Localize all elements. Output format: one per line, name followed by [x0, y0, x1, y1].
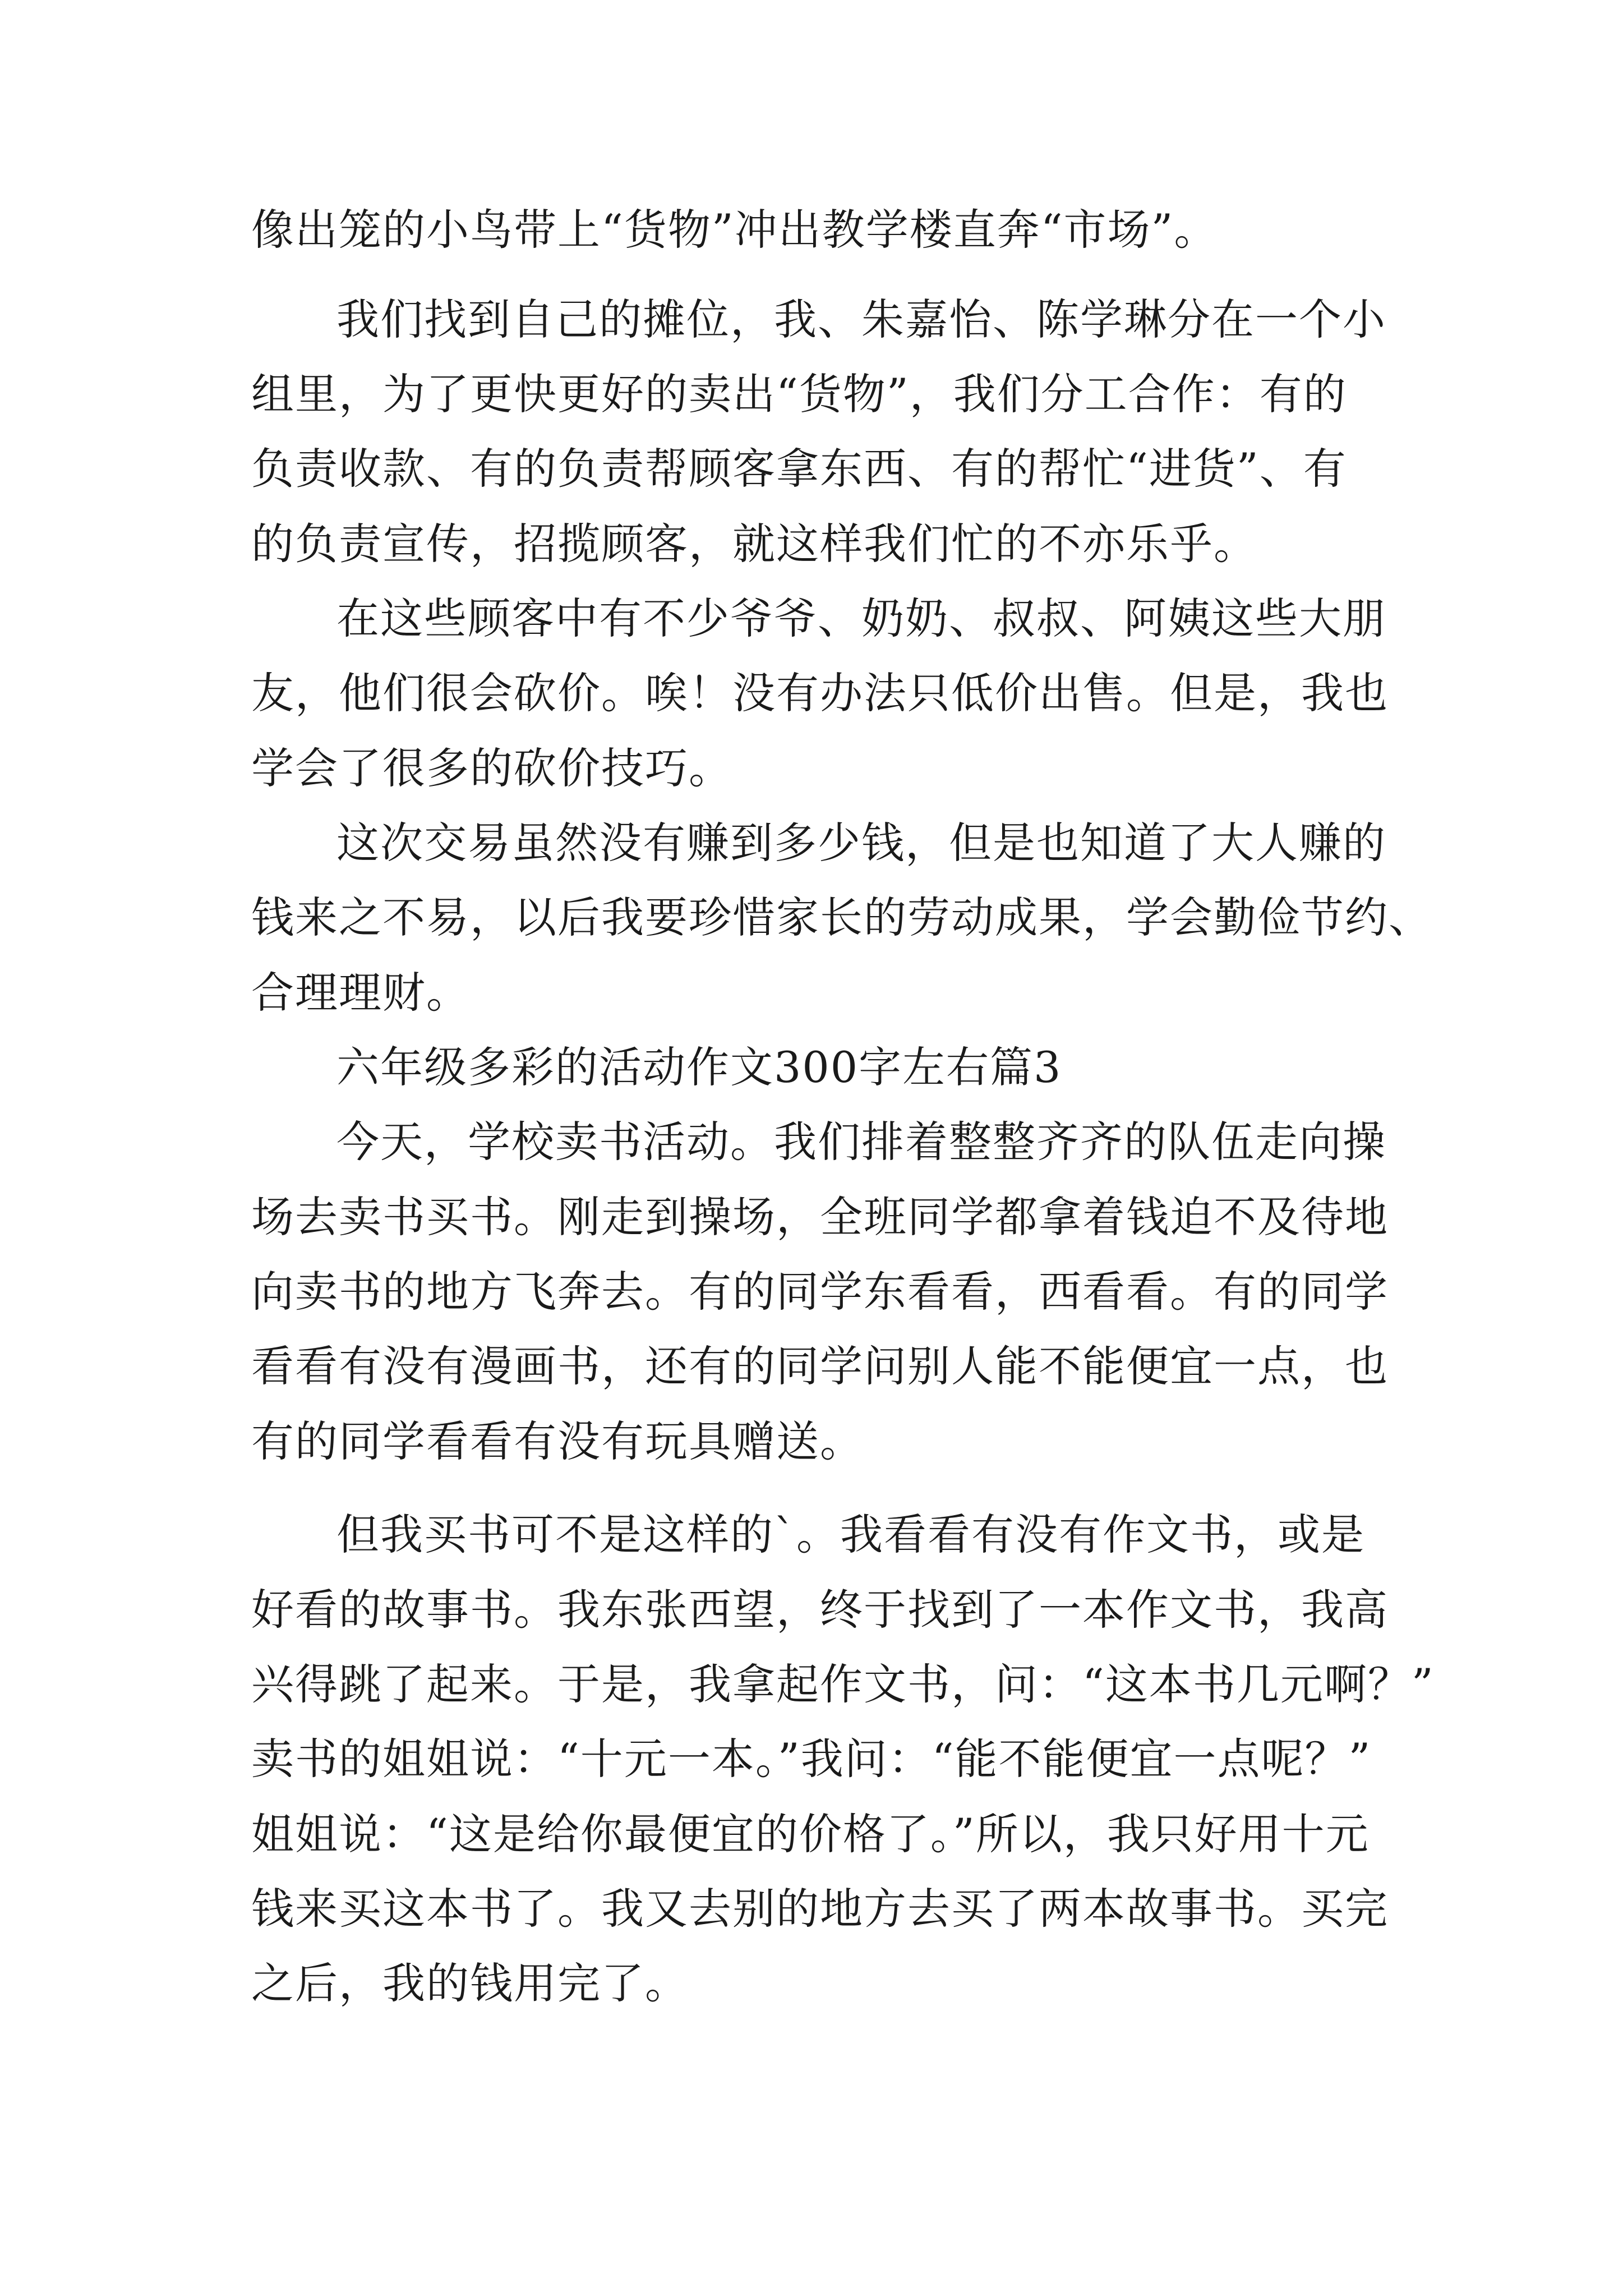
- text-line: 学会了很多的砍价技巧。: [251, 743, 732, 793]
- paragraph-start-line: 今天，学校卖书活动。我们排着整整齐齐的队伍走向操: [336, 1117, 1386, 1167]
- paragraph-start-line: 我们找到自己的摊位，我、朱嘉怡、陈学琳分在一个小: [336, 295, 1386, 344]
- text-line: 姐姐说：“这是给你最便宜的价格了。”所以，我只好用十元: [251, 1809, 1370, 1859]
- text-line: 场去卖书买书。刚走到操场，全班同学都拿着钱迫不及待地: [251, 1192, 1389, 1242]
- text-line: 钱来买这本书了。我又去别的地方去买了两本故事书。买完: [251, 1884, 1389, 1934]
- text-line: 有的同学看看有没有玩具赠送。: [251, 1416, 864, 1466]
- paragraph-start-line: 这次交易虽然没有赚到多少钱，但是也知道了大人赚的: [336, 818, 1386, 868]
- text-line: 看看有没有漫画书，还有的同学问别人能不能便宜一点，也: [251, 1341, 1389, 1391]
- text-line: 兴得跳了起来。于是，我拿起作文书，问：“这本书几元啊？”: [251, 1659, 1435, 1709]
- text-line: 卖书的姐姐说：“十元一本。”我问：“能不能便宜一点呢？”: [251, 1734, 1372, 1784]
- text-line: 像出笼的小鸟带上“货物”冲出教学楼直奔“市场”。: [251, 205, 1218, 255]
- text-line: 好看的故事书。我东张西望，终于找到了一本作文书，我高: [251, 1585, 1389, 1635]
- paragraph-start-line: 在这些顾客中有不少爷爷、奶奶、叔叔、阿姨这些大朋: [336, 593, 1386, 643]
- text-line: 组里，为了更快更好的卖出“货物”，我们分工合作：有的: [251, 369, 1347, 419]
- section-heading: 六年级多彩的活动作文300字左右篇3: [336, 1042, 1062, 1092]
- text-line: 之后，我的钱用完了。: [251, 1958, 689, 2008]
- paragraph-start-line: 但我买书可不是这样的`。我看看有没有作文书，或是: [336, 1510, 1365, 1559]
- text-line: 负责收款、有的负责帮顾客拿东西、有的帮忙“进货”、有: [251, 444, 1347, 494]
- text-line: 合理理财。: [251, 968, 470, 1018]
- text-line: 的负责宣传，招揽顾客，就这样我们忙的不亦乐乎。: [251, 519, 1257, 569]
- text-line: 向卖书的地方飞奔去。有的同学东看看，西看看。有的同学: [251, 1267, 1389, 1317]
- text-line: 钱来之不易，以后我要珍惜家长的劳动成果，学会勤俭节约、: [251, 892, 1432, 942]
- text-line: 友，他们很会砍价。唉！没有办法只低价出售。但是，我也: [251, 668, 1389, 718]
